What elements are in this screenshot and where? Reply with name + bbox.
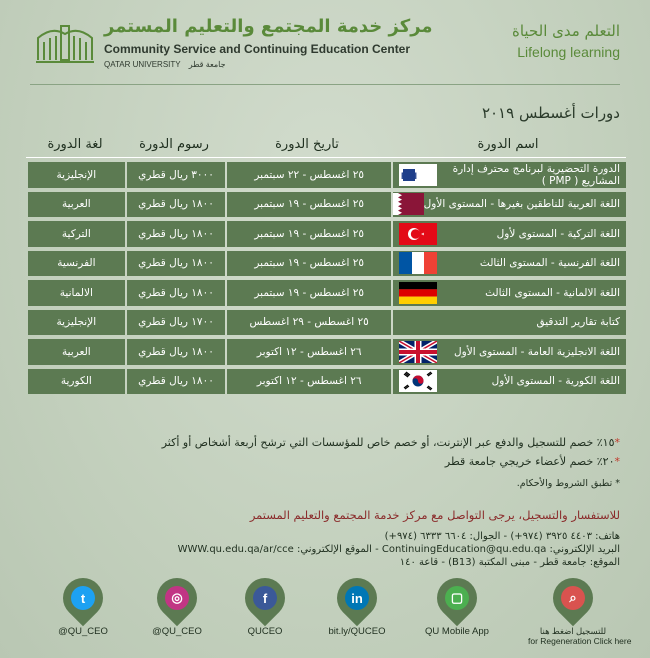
course-name: اللغة التركية - المستوى لأول (496, 227, 620, 240)
course-fee: ١٨٠٠ ريال قطري (127, 221, 226, 247)
course-language: الفرنسية (28, 251, 125, 277)
france-flag-icon (399, 252, 437, 274)
twitter-handle: @QU_CEO (58, 626, 108, 637)
twitter-link[interactable] (38, 578, 128, 637)
germany-flag-icon (399, 282, 437, 304)
note-terms: * تطبق الشروط والأحكام. (516, 478, 620, 489)
course-date: ٢٦ اغسطس - ١٢ اكتوبر (227, 339, 391, 365)
course-fee: ١٨٠٠ ريال قطري (127, 369, 226, 395)
mobile-app-link[interactable] (412, 578, 502, 637)
registration-icon: ⌕ (553, 578, 593, 624)
course-date: ٢٥ اغسطس - ٢٩ اغسطس (227, 310, 391, 336)
course-language: الإنجليزية (28, 310, 125, 336)
contact-phone: هاتف: ٤٤٠٣ ٣٩٢٥ (٩٧٤+) - الجوال: ٦٦٠٤ ٦٣٣٣ (٩٧٤+) (384, 531, 620, 542)
table-row (26, 310, 626, 336)
course-fee: ١٧٠٠ ريال قطري (127, 310, 226, 336)
contact-info (20, 508, 620, 569)
course-language: العربية (28, 192, 125, 218)
twitter-icon: t (63, 578, 103, 624)
course-date: ٢٥ اغسطس - ١٩ سبتمبر (227, 280, 391, 306)
table-row (26, 339, 626, 365)
university-line (104, 60, 226, 69)
center-logo-icon (34, 20, 96, 68)
course-fee: ١٨٠٠ ريال قطري (127, 339, 226, 365)
contact-location: الموقع: جامعة قطر - مبنى المكتبة (B13) - قاعة ١٤٠ (399, 557, 620, 568)
course-name-cell (393, 251, 626, 277)
course-date: ٢٦ اغسطس - ١٢ اكتوبر (227, 369, 391, 395)
header-course-language: لغة الدورة (47, 137, 103, 152)
registration-label (528, 626, 632, 646)
linkedin-link[interactable] (312, 578, 402, 637)
course-name: اللغة العربية للناطقين بغيرها - المستوى الأول (423, 198, 620, 211)
course-name-cell (393, 369, 626, 395)
note-alumni-discount: *٢٠٪ خصم لأعضاء خريجي جامعة قطر (444, 455, 620, 468)
slogan-english: Lifelong learning (517, 44, 620, 60)
instagram-handle: @QU_CEO (152, 626, 202, 637)
slogan-arabic: التعلم مدى الحياة (511, 22, 620, 40)
course-name: كتابة تقارير التدقيق (536, 316, 620, 329)
table-row (26, 369, 626, 395)
table-row (26, 280, 626, 306)
registration-link[interactable] (528, 578, 632, 646)
course-date: ٢٥ اغسطس - ٢٢ سبتمبر (227, 162, 391, 188)
course-fee: ١٨٠٠ ريال قطري (127, 192, 226, 218)
svg-text:PMI: PMI (401, 170, 418, 181)
course-name-line1: الدورة التحضيرية لبرنامج محترف إدارة (452, 162, 620, 175)
facebook-handle: QUCEO (247, 626, 283, 637)
course-fee: ٣٠٠٠ ريال قطري (127, 162, 226, 188)
header-course-name: اسم الدورة (477, 137, 539, 152)
uk-flag-icon (399, 341, 437, 363)
course-name-cell (393, 310, 626, 336)
linkedin-url: bit.ly/QUCEO (328, 626, 386, 637)
table-row (26, 221, 626, 247)
course-fee: ١٨٠٠ ريال قطري (127, 280, 226, 306)
header-divider (30, 84, 620, 85)
courses-table (26, 132, 626, 394)
mobile-app-label: QU Mobile App (425, 626, 489, 637)
social-links (0, 578, 650, 658)
course-language: الإنجليزية (28, 162, 125, 188)
korea-flag-icon (399, 370, 437, 392)
course-name-cell (393, 162, 626, 188)
registration-label-en: for Regeneration Click here (528, 636, 632, 646)
pmi-logo-icon (399, 164, 437, 186)
registration-label-ar: للتسجيل اضغط هنا (539, 626, 607, 636)
table-header (26, 132, 626, 158)
facebook-link[interactable] (220, 578, 310, 637)
course-name (453, 163, 620, 187)
course-name-cell (393, 339, 626, 365)
course-name-cell (393, 221, 626, 247)
course-fee: ١٨٠٠ ريال قطري (127, 251, 226, 277)
course-name: اللغة الانجليزية العامة - المستوى الأول (454, 345, 620, 358)
note-online-discount: *١٥٪ خصم للتسجيل والدفع عبر الإنترنت، أو خصم خاص للمؤسسات التي ترشح أربعة أشخاص أو أكثر (161, 436, 620, 449)
linkedin-icon: in (337, 578, 377, 624)
header-course-fee: رسوم الدورة (139, 137, 209, 152)
course-name-cell (393, 280, 626, 306)
contact-title: للاستفسار والتسجيل، يرجى التواصل مع مركز خدمة المجتمع والتعليم المستمر (249, 508, 620, 522)
course-date: ٢٥ اغسطس - ١٩ سبتمبر (227, 251, 391, 277)
course-language: الكورية (28, 369, 125, 395)
mobile-app-icon: ▢ (437, 578, 477, 624)
course-name-line2: المشاريع ( PMP ) (541, 174, 620, 187)
course-language: التركية (28, 221, 125, 247)
course-name: اللغة الالمانية - المستوى الثالث (485, 286, 620, 299)
instagram-link[interactable] (132, 578, 222, 637)
university-arabic: جامعة قطر (188, 60, 226, 69)
table-row (26, 162, 626, 188)
course-language: العربية (28, 339, 125, 365)
facebook-icon: f (245, 578, 285, 624)
university-english: QATAR UNIVERSITY (104, 60, 181, 69)
header (0, 0, 650, 92)
center-name-arabic: مركز خدمة المجتمع والتعليم المستمر (104, 16, 433, 37)
qatar-flag-icon (393, 193, 424, 215)
header-course-date: تاريخ الدورة (275, 137, 339, 152)
course-date: ٢٥ اغسطس - ١٩ سبتمبر (227, 192, 391, 218)
notes (20, 436, 620, 495)
turkey-flag-icon (399, 223, 437, 245)
course-name: اللغة الكورية - المستوى الأول (491, 375, 620, 388)
course-name-cell (393, 192, 626, 218)
course-date: ٢٥ اغسطس - ١٩ سبتمبر (227, 221, 391, 247)
course-language: الالمانية (28, 280, 125, 306)
contact-email-website: البريد الإلكتروني: ContinuingEducation@qu.edu.qa - الموقع الإلكتروني: WWW.qu.edu.qa/ar/cce (177, 544, 620, 555)
section-title: دورات أغسطس ٢٠١٩ (481, 104, 620, 122)
course-name: اللغة الفرنسية - المستوى الثالث (479, 257, 620, 270)
table-row (26, 251, 626, 277)
center-name-english: Community Service and Continuing Education Center (104, 42, 411, 56)
table-row (26, 192, 626, 218)
instagram-icon: ◎ (157, 578, 197, 624)
